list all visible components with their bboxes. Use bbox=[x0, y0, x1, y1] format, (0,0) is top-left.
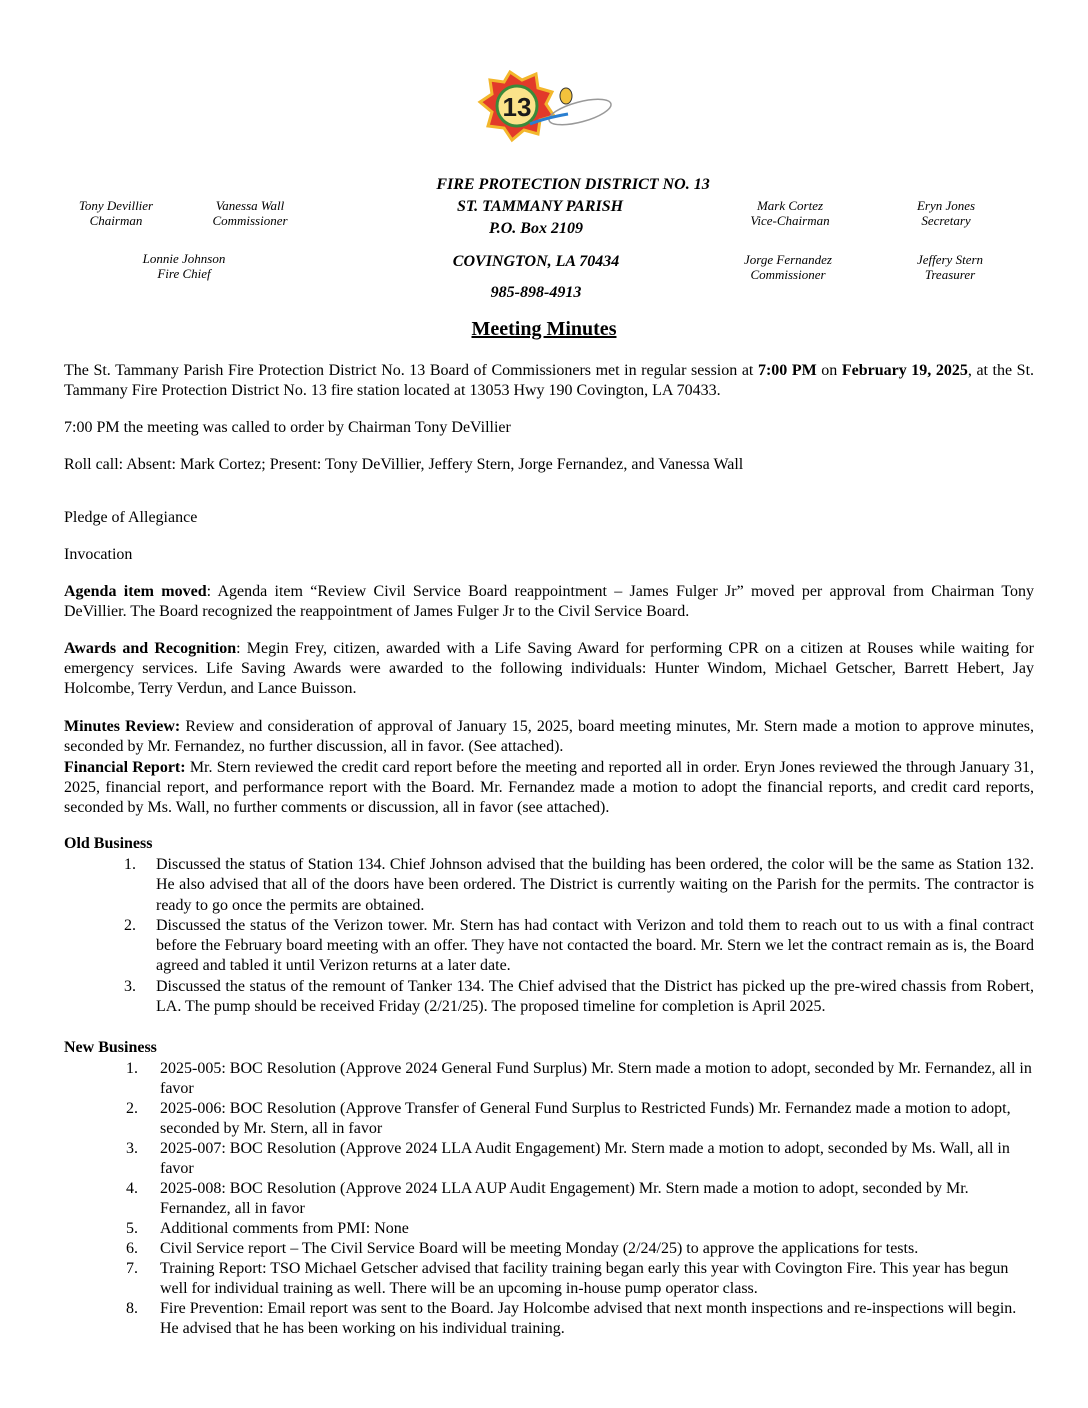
officer-role: Fire Chief bbox=[157, 266, 211, 281]
officer-name: Mark Cortez bbox=[756, 198, 824, 213]
invocation: Invocation bbox=[64, 546, 133, 563]
officer-commissioner-wall bbox=[188, 198, 312, 228]
list-item: 2. Discussed the status of the Verizon tower. Mr. Stern has had contact with Verizon and told them to reach out to us with a final contract before the February board meeting with an offer. They have not contacted the board. Mr. Stern we let the contract remain as is, the Board agreed and tabled it until Verizon returns at a later date. bbox=[124, 916, 1034, 975]
page-title: Meeting Minutes bbox=[471, 318, 617, 340]
officer-chairman bbox=[56, 198, 176, 228]
list-item: 3. Discussed the status of the remount of Tanker 134. The Chief advised that the District has picked up the pre-wired chassis from Robert, LA. The pump should be received Friday (2/21/25). The proposed timeline for completion is April 2025. bbox=[124, 977, 1034, 1016]
list-item: 3. 2025-007: BOC Resolution (Approve 2024 LLA Audit Engagement) Mr. Stern made a motion to adopt, seconded by Ms. Wall, all in favor bbox=[126, 1140, 1010, 1177]
list-item: 1. 2025-005: BOC Resolution (Approve 2024 General Fund Surplus) Mr. Stern made a motion to adopt, seconded by Mr. Fernandez, all in favor bbox=[126, 1060, 1032, 1097]
header-parish: ST. TAMMANY PARISH bbox=[456, 198, 624, 215]
officer-commissioner-fernandez bbox=[726, 252, 850, 282]
officer-name: Jeffery Stern bbox=[916, 252, 984, 267]
list-item: 1. Discussed the status of Station 134. Chief Johnson advised that the building has been ordered, the color will be the same as Station 132. He also advised that all of the doors have been ordered. The District is currently waiting on the Parish for the permits. The contractor is ready to go once the permits are obtained. bbox=[124, 856, 1034, 914]
list-item: 5. Additional comments from PMI: None bbox=[126, 1220, 409, 1237]
officer-name: Lonnie Johnson bbox=[142, 251, 226, 266]
financial-report: Financial Report: Mr. Stern reviewed the credit card report before the meeting and reported all in order. Eryn Jones reviewed the through January 31, 2025, financial report, and performance report with the Board. Mr. Fernandez made a motion to adopt the financial reports, and credit card reports, seconded by Ms. Wall, no further comments or discussion, all in favor (see attached). bbox=[64, 759, 1034, 816]
district-logo bbox=[470, 66, 616, 156]
officer-name: Vanessa Wall bbox=[215, 198, 285, 213]
officer-fire-chief bbox=[120, 251, 248, 281]
awards-and-recognition: Awards and Recognition: Megin Frey, citizen, awarded with a Life Saving Award for performing CPR on a citizen at Rouses while waiting for emergency services. Life Saving Awards were awarded to the following individuals: Hunter Windom, Michael Getscher, Barrett Hebert, Jay Holcombe, Terry Verdun, and Lance Buisson. bbox=[64, 640, 1035, 697]
officer-role: Vice-Chairman bbox=[750, 213, 830, 228]
list-item: 4. 2025-008: BOC Resolution (Approve 2024 LLA AUP Audit Engagement) Mr. Stern made a motion to adopt, seconded by Mr. Fernandez, all in favor bbox=[126, 1180, 969, 1217]
svg-text:13: 13 bbox=[502, 92, 532, 122]
list-item: 8. Fire Prevention: Email report was sent to the Board. Jay Holcombe advised that next month inspections and re-inspections will begin. He advised that he has been working on his individual training. bbox=[126, 1300, 1017, 1337]
financial-report-label: Financial Report: bbox=[64, 759, 186, 776]
minutes-review-label: Minutes Review: bbox=[64, 718, 181, 735]
officer-role: Secretary bbox=[921, 213, 971, 228]
list-item: 6. Civil Service report – The Civil Service Board will be meeting Monday (2/24/25) to approve the applications for tests. bbox=[126, 1240, 919, 1257]
old-business-heading: Old Business bbox=[64, 835, 153, 852]
officer-role: Chairman bbox=[89, 213, 143, 228]
new-business-list bbox=[64, 1059, 1034, 1339]
meeting-time: 7:00 PM bbox=[757, 362, 817, 379]
agenda-label: Agenda item moved bbox=[64, 583, 207, 600]
roll-call: Roll call: Absent: Mark Cortez; Present: Tony DeVillier, Jeffery Stern, Jorge Fernandez, and Vanessa Wall bbox=[64, 456, 744, 473]
agenda-item-moved: Agenda item moved: Agenda item “Review Civil Service Board reappointment – James Fulger Jr” moved per approval from Chairman Tony DeVillier. The Board recognized the reappointment of James Fulger Jr to the Civil Service Board. bbox=[64, 583, 1035, 620]
header-po-box: P.O. Box 2109 bbox=[489, 220, 583, 237]
pledge: Pledge of Allegiance bbox=[64, 509, 198, 526]
list-item: 7. Training Report: TSO Michael Getscher advised that facility training began early this year with Covington Fire. This year has begun well for individual training as well. There will be an upcoming in-house pump operator class. bbox=[126, 1260, 1009, 1297]
new-business-heading: New Business bbox=[64, 1039, 157, 1056]
header-district-name: FIRE PROTECTION DISTRICT NO. 13 bbox=[436, 176, 710, 193]
intro-paragraph: The St. Tammany Parish Fire Protection District No. 13 Board of Commissioners met in regular session at 7:00 PM on February 19, 2025, at the St. Tammany Fire Protection District No. 13 fire station located at 13053 Hwy 190 Covington, LA 70433. bbox=[64, 362, 1035, 399]
officer-treasurer bbox=[894, 252, 1006, 282]
header-city: COVINGTON, LA 70434 bbox=[452, 253, 620, 270]
old-business-list bbox=[64, 855, 1034, 1017]
call-to-order: 7:00 PM the meeting was called to order by Chairman Tony DeVillier bbox=[64, 419, 511, 436]
officer-name: Jorge Fernandez bbox=[744, 252, 832, 267]
officer-role: Commissioner bbox=[212, 213, 288, 228]
officer-name: Tony Devillier bbox=[78, 198, 154, 213]
minutes-review: Minutes Review: Review and consideration of approval of January 15, 2025, board meeting minutes, Mr. Stern made a motion to approve minutes, seconded by Mr. Fernandez, no further discussion, all in favor. (See attached). bbox=[64, 718, 1034, 755]
officer-vice-chairman bbox=[730, 198, 850, 228]
awards-label: Awards and Recognition bbox=[64, 640, 237, 657]
header-phone: 985-898-4913 bbox=[490, 284, 582, 301]
officer-role: Commissioner bbox=[750, 267, 826, 282]
meeting-date: February 19, 2025 bbox=[841, 362, 968, 379]
fire-badge-logo-icon bbox=[470, 66, 616, 156]
officer-role: Treasurer bbox=[924, 267, 976, 282]
officer-secretary bbox=[894, 198, 998, 228]
list-item: 2. 2025-006: BOC Resolution (Approve Transfer of General Fund Surplus to Restricted Funds) Mr. Fernandez made a motion to adopt, seconded by Mr. Stern, all in favor bbox=[126, 1100, 1011, 1137]
officer-name: Eryn Jones bbox=[916, 198, 976, 213]
